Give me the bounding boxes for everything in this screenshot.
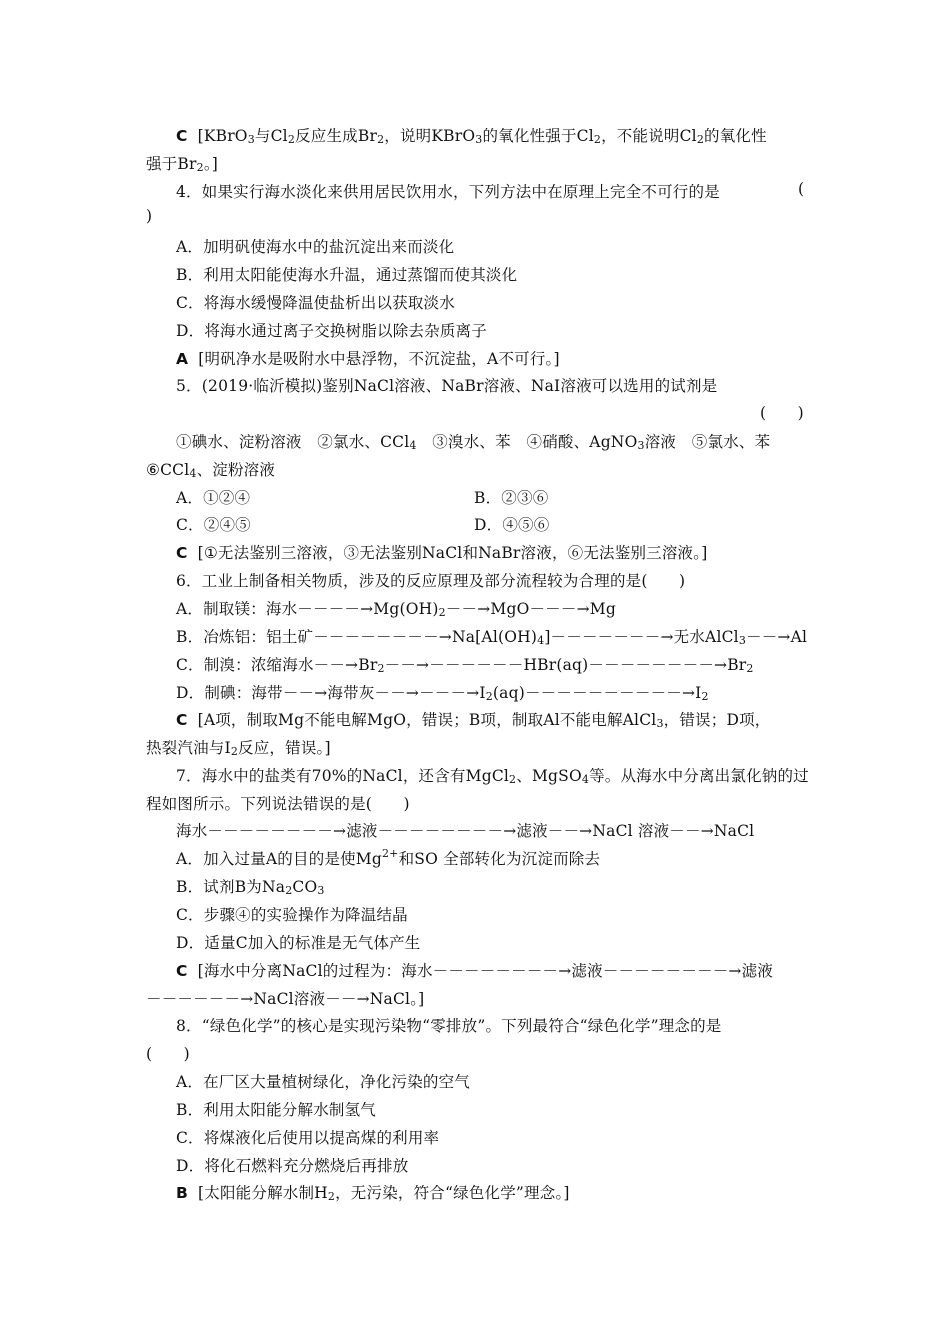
q4-option-d: D．将海水通过离子交换树脂以除去杂质离子	[176, 322, 487, 340]
q7-option-b: B．试剂B为Na2CO3	[176, 878, 325, 897]
q6-explanation-line1: C [A项，制取Mg不能电解MgO，错误；B项，制取Al不能电解AlCl3，错误；D项，	[176, 711, 771, 730]
q7-explanation-line2: －－－－－－→NaCl溶液－－→NaCl。]	[146, 990, 425, 1008]
q3-answer: C	[176, 127, 188, 145]
q7-answer: C	[176, 962, 188, 980]
q6-option-d: D．制碘：海带－－→海带灰－－→－－－→I2(aq)－－－－－－－－－－→I2	[176, 684, 709, 703]
q7-option-a: A．加入过量A的目的是使$Mg^{2+}$和SO 全部转化为沉淀而除去	[176, 847, 601, 868]
q4-stem: 4．如果实行海水淡化来供用居民饮用水，下列方法中在原理上完全不可行的是	[176, 183, 720, 201]
q4-paren-open: (	[798, 180, 805, 198]
q8-answer: B	[176, 1184, 189, 1202]
q4-option-a: A．加明矾使海水中的盐沉淀出来而淡化	[176, 238, 455, 256]
q5-stem: 5．(2019·临沂模拟)鉴别NaCl溶液、NaBr溶液、NaI溶液可以选用的试剂是	[176, 377, 718, 395]
q6-option-c: C．制溴：浓缩海水－－→Br2－－→－－－－－－HBr(aq)－－－－－－－－→Br2	[176, 656, 754, 675]
q7-stem-line2: 程如图所示。下列说法错误的是( )	[146, 795, 410, 813]
q4-answer: A	[176, 350, 189, 368]
q8-option-b: B．利用太阳能分解水制氢气	[176, 1101, 376, 1119]
q7-option-c: C．步骤④的实验操作为降温结晶	[176, 906, 408, 924]
q6-stem: 6．工业上制备相关物质，涉及的反应原理及部分流程较为合理的是( )	[176, 572, 686, 590]
q6-option-b: B．冶炼铝：铝土矿－－－－－－－－→Na[Al(OH)4]－－－－－－－→无水AlCl3－－→Al	[176, 628, 808, 647]
q5-paren: ( )	[760, 404, 804, 422]
q6-explanation-line2: 热裂汽油与I2反应，错误。]	[146, 739, 331, 758]
q7-explanation-line1: C [海水中分离NaCl的过程为：海水－－－－－－－－→滤液－－－－－－－－→滤液	[176, 962, 774, 980]
q8-option-a: A．在厂区大量植树绿化，净化污染的空气	[176, 1073, 470, 1091]
q4-option-c: C．将海水缓慢降温使盐析出以获取淡水	[176, 294, 455, 312]
q8-option-c: C．将煤液化后使用以提高煤的利用率	[176, 1129, 440, 1147]
q3-explanation-line2: 强于Br2。]	[146, 155, 219, 174]
q7-flow: 海水－－－－－－－－→滤液－－－－－－－－→滤液－－→NaCl 溶液－－→NaCl	[176, 822, 755, 840]
q8-explanation: B [太阳能分解水制H2，无污染，符合“绿色化学”理念。]	[176, 1184, 570, 1203]
q7-stem-line1: 7．海水中的盐类有70%的NaCl，还含有MgCl2、MgSO4等。从海水中分离出氯化钠的过	[176, 767, 809, 786]
q5-answer: C	[176, 544, 188, 562]
q8-stem: 8．“绿色化学”的核心是实现污染物“零排放”。下列最符合“绿色化学”理念的是	[176, 1017, 722, 1035]
q4-option-b: B．利用太阳能使海水升温，通过蒸馏而使其淡化	[176, 266, 518, 284]
q8-option-d: D．将化石燃料充分燃烧后再排放	[176, 1157, 409, 1175]
q7-option-d: D．适量C加入的标准是无气体产生	[176, 934, 421, 952]
q5-option-d: D．④⑤⑥	[474, 516, 550, 534]
q4-paren-close: )	[146, 207, 153, 225]
q5-option-b: B．②③⑥	[474, 489, 549, 507]
q8-paren: ( )	[146, 1045, 190, 1063]
q5-option-a: A．①②④	[176, 489, 251, 507]
q3-explanation-line1: C [KBrO3与Cl2反应生成Br2，说明KBrO3的氧化性强于Cl2，不能说明Cl2的氧化性	[176, 127, 767, 146]
q5-option-c: C．②④⑤	[176, 516, 251, 534]
q4-explanation: A [明矾净水是吸附水中悬浮物，不沉淀盐，A不可行。]	[176, 350, 560, 368]
q5-explanation: C [①无法鉴别三溶液，③无法鉴别NaCl和NaBr溶液，⑥无法鉴别三溶液。]	[176, 544, 708, 562]
q5-reagents-line1: ①碘水、淀粉溶液 ②氯水、CCl4 ③溴水、苯 ④硝酸、AgNO3溶液 ⑤氯水、苯	[176, 433, 771, 452]
q6-option-a: A．制取镁：海水－－－－→Mg(OH)2－－→MgO－－－→Mg	[176, 600, 616, 619]
q6-answer: C	[176, 711, 188, 729]
q5-reagents-line2: ⑥CCl4、淀粉溶液	[146, 461, 276, 480]
